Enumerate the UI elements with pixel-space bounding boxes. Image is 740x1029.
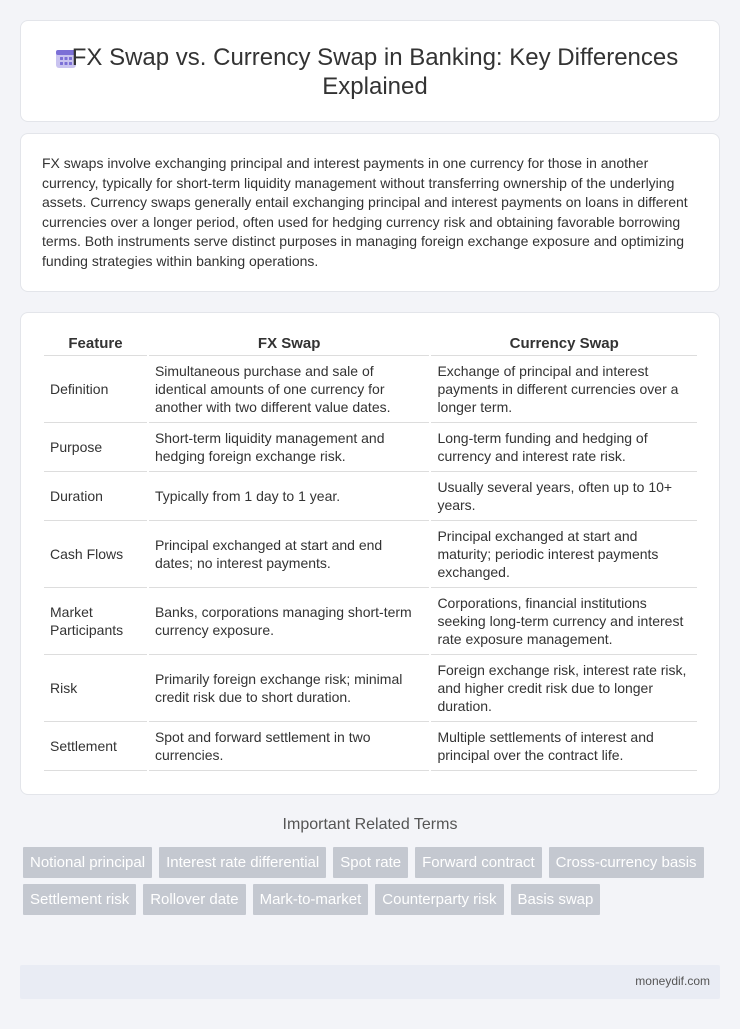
table-row xyxy=(44,722,697,771)
table-row xyxy=(44,356,697,423)
header-feature: Feature xyxy=(44,332,147,356)
comparison-card xyxy=(20,312,720,795)
intro-paragraph: FX swaps involve exchanging principal and interest payments in one currency for those in another currency, typically for short-term liquidity management without transferring ownership of the underlying assets. Currency swaps generally entail exchanging principal and interest payments on loans in different currencies over a longer period, often used for hedging currency risk and obtaining favorable borrowing terms. Both instruments serve distinct purposes in managing foreign exchange exposure and optimizing funding strategies within banking operations. xyxy=(42,155,688,269)
related-tag[interactable]: Counterparty risk xyxy=(375,884,503,915)
related-tag[interactable]: Forward contract xyxy=(415,847,542,878)
page-title: FX Swap vs. Currency Swap in Banking: Key Differences Explained xyxy=(71,44,679,100)
row-fx-swap: Short-term liquidity management and hedging foreign exchange risk. xyxy=(149,423,430,472)
row-feature: Cash Flows xyxy=(44,521,147,588)
table-row xyxy=(44,588,697,655)
related-tag[interactable]: Settlement risk xyxy=(23,884,136,915)
row-fx-swap: Spot and forward settlement in two currencies. xyxy=(149,722,430,771)
row-fx-swap: Banks, corporations managing short-term currency exposure. xyxy=(149,588,430,655)
row-feature: Duration xyxy=(44,472,147,521)
comparison-table xyxy=(42,332,699,771)
row-feature: Market Participants xyxy=(44,588,147,655)
table-row xyxy=(44,655,697,722)
row-fx-swap: Principal exchanged at start and end dates; no interest payments. xyxy=(149,521,430,588)
footer-bar xyxy=(20,965,720,999)
related-terms-title: Important Related Terms xyxy=(282,816,458,833)
related-terms-list xyxy=(23,847,713,921)
row-currency-swap: Foreign exchange risk, interest rate risk, and higher credit risk due to longer duration. xyxy=(431,655,697,722)
table-header-row xyxy=(44,332,697,356)
header-fx-swap: FX Swap xyxy=(149,332,430,356)
table-row xyxy=(44,472,697,521)
row-fx-swap: Simultaneous purchase and sale of identical amounts of one currency for another with two different value dates. xyxy=(149,356,430,423)
row-currency-swap: Usually several years, often up to 10+ years. xyxy=(431,472,697,521)
related-tag[interactable]: Rollover date xyxy=(143,884,245,915)
row-currency-swap: Long-term funding and hedging of currency and interest rate risk. xyxy=(431,423,697,472)
intro-card xyxy=(20,133,720,292)
title-card xyxy=(20,20,720,122)
footer-site-link[interactable]: moneydif.com xyxy=(635,974,710,988)
header-currency-swap: Currency Swap xyxy=(431,332,697,356)
row-currency-swap: Corporations, financial institutions seeking long-term currency and interest rate exposure management. xyxy=(431,588,697,655)
row-feature: Purpose xyxy=(44,423,147,472)
row-currency-swap: Exchange of principal and interest payments in different currencies over a longer term. xyxy=(431,356,697,423)
row-currency-swap: Principal exchanged at start and maturity; periodic interest payments exchanged. xyxy=(431,521,697,588)
related-tag[interactable]: Notional principal xyxy=(23,847,152,878)
row-feature: Settlement xyxy=(44,722,147,771)
table-row xyxy=(44,521,697,588)
row-fx-swap: Typically from 1 day to 1 year. xyxy=(149,472,430,521)
related-tag[interactable]: Interest rate differential xyxy=(159,847,326,878)
row-feature: Risk xyxy=(44,655,147,722)
related-tag[interactable]: Basis swap xyxy=(511,884,601,915)
related-tag[interactable]: Mark-to-market xyxy=(253,884,369,915)
row-feature: Definition xyxy=(44,356,147,423)
related-tag[interactable]: Spot rate xyxy=(333,847,408,878)
related-tag[interactable]: Cross-currency basis xyxy=(549,847,704,878)
row-fx-swap: Primarily foreign exchange risk; minimal credit risk due to short duration. xyxy=(149,655,430,722)
table-row xyxy=(44,423,697,472)
row-currency-swap: Multiple settlements of interest and principal over the contract life. xyxy=(431,722,697,771)
